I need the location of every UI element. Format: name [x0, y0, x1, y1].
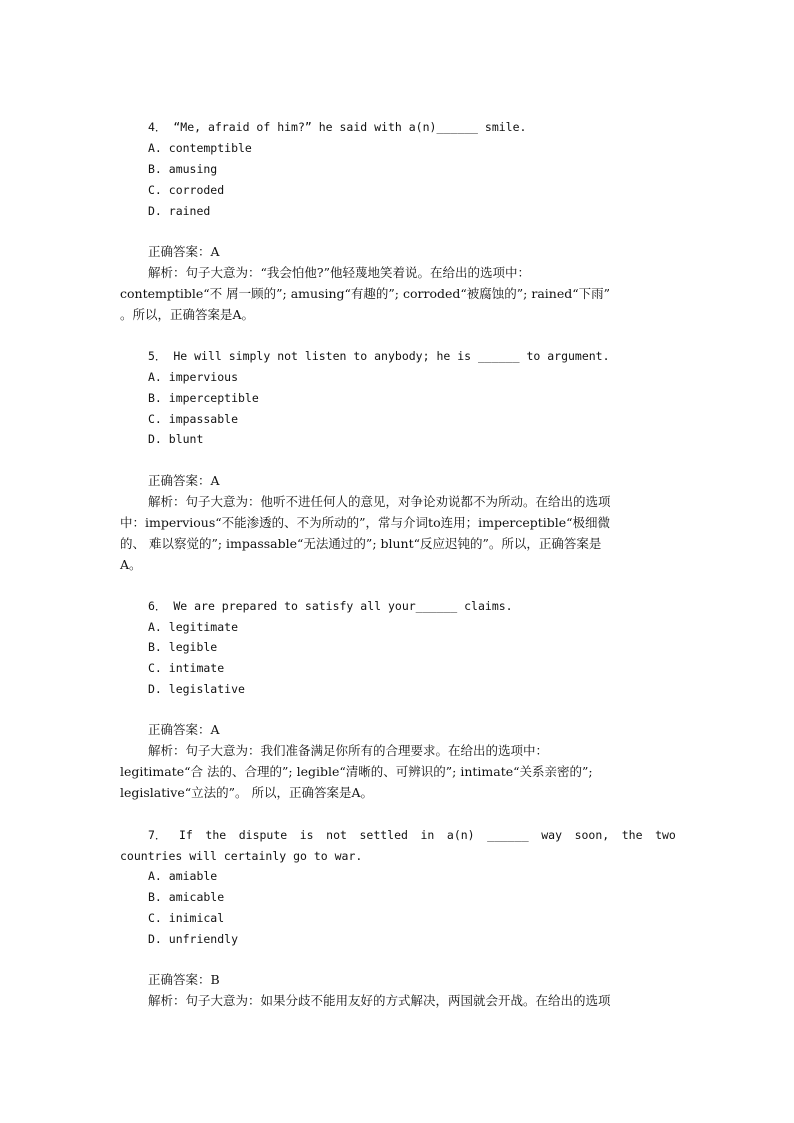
stem-word: the — [621, 828, 643, 842]
question-4-option-c: C. corroded — [148, 183, 225, 197]
question-4-stem: 4． “Me, afraid of him?” he said with a(n)______ smile. — [148, 120, 527, 134]
stem-word: 7． — [148, 828, 167, 842]
question-6-analysis-line: 解析：句子大意为：我们准备满足你所有的合理要求。在给出的选项中： — [148, 743, 549, 758]
question-7-stem-continuation: countries will certainly go to war. — [120, 849, 363, 863]
stem-word: a(n) — [446, 828, 475, 842]
question-6-option-d: D. legislative — [148, 682, 245, 696]
stem-word: is — [299, 828, 314, 842]
question-4-analysis-line: contemptible“不 屑一顾的”; amusing“有趣的”; corroded“被腐蚀的”; rained“下雨” — [120, 286, 611, 301]
question-7-answer: 正确答案：B — [148, 972, 220, 987]
question-5-stem: 5． He will simply not listen to anybody; he is ______ to argument. — [148, 349, 610, 363]
question-4-option-d: D. rained — [148, 204, 211, 218]
question-4-answer: 正确答案：A — [148, 244, 220, 259]
question-4-option-b: B. amusing — [148, 162, 218, 176]
question-6-option-b: B. legible — [148, 640, 218, 654]
question-6-option-c: C. intimate — [148, 661, 225, 675]
question-4-analysis-line: 。所以，正确答案是A。 — [120, 307, 255, 322]
question-5-analysis-line: 解析：句子大意为：他听不进任何人的意见，对争论劝说都不为所动。在给出的选项 — [148, 494, 611, 509]
stem-word: settled — [359, 828, 408, 842]
question-4-analysis-line: 解析：句子大意为：“我会怕他?”他轻蔑地笑着说。在给出的选项中： — [148, 265, 530, 280]
stem-word: in — [420, 828, 435, 842]
question-5-option-b: B. imperceptible — [148, 391, 259, 405]
question-7-option-b: B. amicable — [148, 890, 225, 904]
question-4-option-a: A. contemptible — [148, 141, 252, 155]
question-5-option-a: A. impervious — [148, 370, 239, 384]
question-7-stem — [148, 825, 676, 845]
question-5-analysis-line: 的、 难以察觉的”; impassable“无法通过的”; blunt“反应迟钝的”。所以，正确答案是 — [120, 536, 602, 551]
stem-word: two — [655, 828, 676, 842]
stem-word: ______ — [487, 828, 529, 842]
question-6-answer: 正确答案：A — [148, 722, 220, 737]
stem-word: way — [541, 828, 563, 842]
question-5-analysis-line: A。 — [120, 557, 142, 572]
question-6-stem: 6． We are prepared to satisfy all your______ claims. — [148, 599, 513, 613]
stem-word: the — [205, 828, 227, 842]
question-5-option-d: D. blunt — [148, 432, 204, 446]
stem-word: dispute — [238, 828, 288, 842]
question-5-option-c: C. impassable — [148, 412, 239, 426]
question-6-analysis-line: legitimate“合 法的、合理的”; legible“清晰的、可辨识的”; intimate“关系亲密的”; — [120, 764, 593, 779]
question-6-option-a: A. legitimate — [148, 620, 239, 634]
question-5-analysis-line: 中：impervious“不能渗透的、不为所动的”，常与介词to连用；imperceptible“极细微 — [120, 515, 611, 530]
stem-word: If — [178, 828, 193, 842]
question-7-option-c: C. inimical — [148, 911, 225, 925]
stem-word: not — [326, 828, 347, 842]
question-7-option-d: D. unfriendly — [148, 932, 239, 946]
stem-word: soon, — [574, 828, 610, 842]
question-7-analysis-line: 解析：句子大意为：如果分歧不能用友好的方式解决，两国就会开战。在给出的选项 — [148, 993, 611, 1008]
question-6-analysis-line: legislative“立法的”。 所以，正确答案是A。 — [120, 785, 374, 800]
question-7-option-a: A. amiable — [148, 869, 218, 883]
question-5-answer: 正确答案：A — [148, 473, 220, 488]
